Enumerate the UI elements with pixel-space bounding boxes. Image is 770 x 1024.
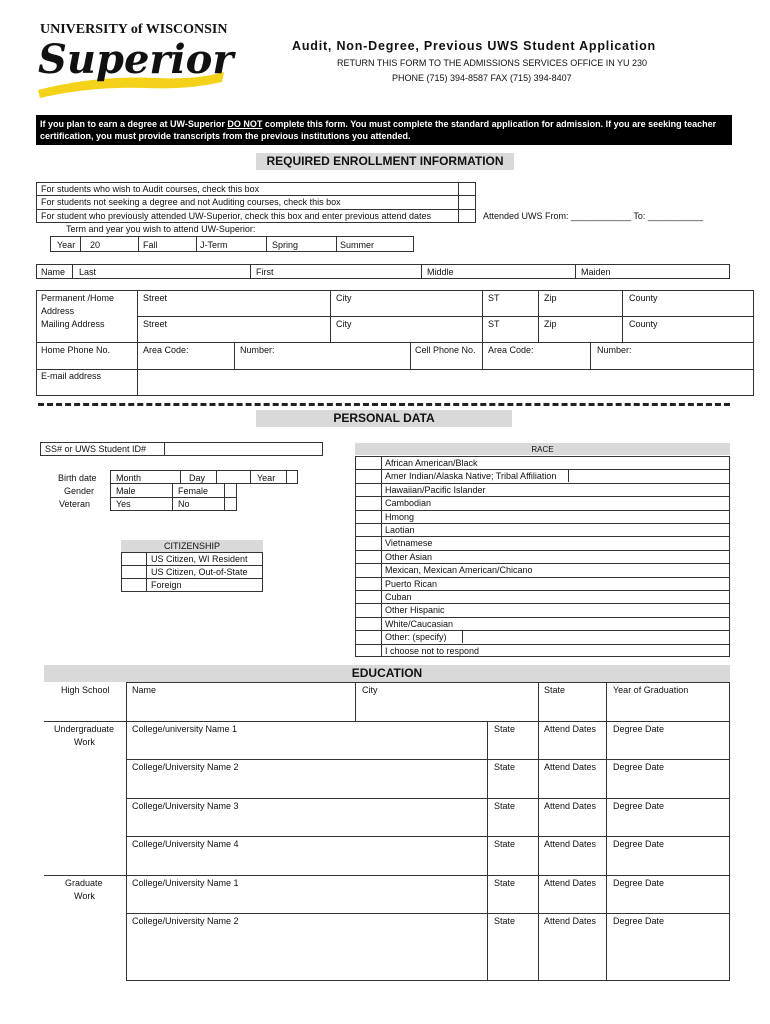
term-summer[interactable]: Summer — [340, 240, 375, 250]
high-school-label: High School — [61, 685, 110, 695]
veteran-yes-option[interactable]: Yes — [116, 499, 131, 509]
email-label: E-mail address — [41, 371, 102, 381]
race-option[interactable]: Amer Indian/Alaska Native; Tribal Affiliation — [385, 471, 557, 481]
degree-date-field[interactable]: Degree Date — [613, 878, 665, 888]
day-field[interactable]: Day — [189, 473, 206, 483]
veteran-label: Veteran — [59, 499, 91, 509]
mailing-label: Mailing Address — [41, 319, 105, 329]
section-divider — [38, 403, 730, 406]
return-line: RETURN THIS FORM TO THE ADMISSIONS SERVICES OFFICE IN YU 230 — [337, 58, 648, 68]
college-state-field[interactable]: State — [494, 839, 516, 849]
personal-heading: PERSONAL DATA — [256, 410, 512, 427]
college-name-field[interactable]: College/University Name 2 — [132, 762, 239, 772]
perm-street-field[interactable]: Street — [143, 293, 168, 303]
graduate-label-2: Work — [74, 891, 95, 901]
mail-zip-field[interactable]: Zip — [544, 319, 557, 329]
college-name-field[interactable]: College/University Name 2 — [132, 916, 239, 926]
citizenship-foreign[interactable]: Foreign — [151, 580, 182, 590]
race-option[interactable]: Other Asian — [385, 552, 433, 562]
college-name-field[interactable]: College/University Name 4 — [132, 839, 239, 849]
notice-emph: DO NOT — [227, 119, 263, 129]
mail-street-field[interactable]: Street — [143, 319, 168, 329]
nondegree-row: For students not seeking a degree and not Auditing courses, check this box — [41, 197, 341, 207]
race-option[interactable]: Puerto Rican — [385, 579, 438, 589]
male-option[interactable]: Male — [116, 486, 136, 496]
degree-date-field[interactable]: Degree Date — [613, 762, 665, 772]
term-jterm[interactable]: J-Term — [200, 240, 228, 250]
college-state-field[interactable]: State — [494, 878, 516, 888]
hs-city-field[interactable]: City — [362, 685, 378, 695]
previous-row: For student who previously attended UW-Superior, check this box and enter previous attend dates — [41, 211, 432, 221]
university-logo — [36, 20, 234, 100]
term-fall[interactable]: Fall — [143, 240, 158, 250]
permanent-label-2: Address — [41, 306, 75, 316]
undergrad-label-2: Work — [74, 737, 95, 747]
home-area-code-field[interactable]: Area Code: — [143, 345, 189, 355]
race-option[interactable]: White/Caucasian — [385, 619, 454, 629]
nondegree-checkbox[interactable] — [459, 196, 475, 209]
hs-grad-year-field[interactable]: Year of Graduation — [613, 685, 689, 695]
college-state-field[interactable]: State — [494, 724, 516, 734]
race-option[interactable]: Laotian — [385, 525, 415, 535]
phone-line: PHONE (715) 394-8587 FAX (715) 394-8407 — [392, 73, 572, 83]
notice-pre: If you plan to earn a degree at UW-Superior — [40, 119, 228, 129]
race-option[interactable]: Hawaiian/Pacific Islander — [385, 485, 486, 495]
attend-dates-field[interactable]: Attend Dates — [544, 839, 597, 849]
degree-date-field[interactable]: Degree Date — [613, 724, 665, 734]
audit-row: For students who wish to Audit courses, check this box — [41, 184, 260, 194]
degree-date-field[interactable]: Degree Date — [613, 839, 665, 849]
citizenship-wi[interactable]: US Citizen, WI Resident — [151, 554, 248, 564]
degree-date-field[interactable]: Degree Date — [613, 916, 665, 926]
race-option[interactable]: Other: (specify) — [385, 632, 447, 642]
term-year-label: Year — [57, 240, 76, 250]
hs-state-field[interactable]: State — [544, 685, 566, 695]
home-phone-label: Home Phone No. — [41, 345, 111, 355]
enrollment-heading: REQUIRED ENROLLMENT INFORMATION — [256, 153, 514, 170]
attend-dates-field[interactable]: Attend Dates — [544, 724, 597, 734]
race-heading: RACE — [355, 443, 730, 455]
perm-city-field[interactable]: City — [336, 293, 352, 303]
previous-checkbox[interactable] — [459, 210, 475, 222]
attended-from-field[interactable]: Attended UWS From: ____________ To: ___________ — [483, 211, 703, 221]
notice-post2: certification, you must provide transcripts from the previous institutions you attended. — [40, 131, 411, 141]
race-option[interactable]: Mexican, Mexican American/Chicano — [385, 565, 533, 575]
university-line: UNIVERSITY of WISCONSIN — [40, 22, 228, 37]
name-label: Name — [41, 267, 66, 277]
race-option[interactable]: Cambodian — [385, 498, 432, 508]
college-state-field[interactable]: State — [494, 916, 516, 926]
college-state-field[interactable]: State — [494, 801, 516, 811]
graduate-label-1: Graduate — [65, 878, 103, 888]
mail-county-field[interactable]: County — [629, 319, 658, 329]
college-name-field[interactable]: College/University Name 3 — [132, 801, 239, 811]
term-spring[interactable]: Spring — [272, 240, 299, 250]
perm-county-field[interactable]: County — [629, 293, 658, 303]
mail-city-field[interactable]: City — [336, 319, 352, 329]
veteran-no-option[interactable]: No — [178, 499, 190, 509]
female-option[interactable]: Female — [178, 486, 209, 496]
month-field[interactable]: Month — [116, 473, 142, 483]
citizenship-out-of-state[interactable]: US Citizen, Out-of-State — [151, 567, 248, 577]
name-row — [36, 264, 730, 279]
notice-post1: complete this form. You must complete the standard application for admission. If you are seeking teacher — [262, 119, 717, 129]
notice-box — [36, 115, 732, 145]
education-heading: EDUCATION — [44, 665, 730, 682]
last-name-field[interactable]: Last — [79, 267, 97, 277]
perm-zip-field[interactable]: Zip — [544, 293, 557, 303]
ssn-label: SS# or UWS Student ID# — [45, 444, 147, 454]
cell-phone-label: Cell Phone No. — [415, 345, 476, 355]
form-title: Audit, Non-Degree, Previous UWS Student Application — [292, 39, 656, 53]
race-option[interactable]: I choose not to respond — [385, 646, 480, 656]
perm-state-field[interactable]: ST — [488, 293, 500, 303]
term-year-field[interactable]: 20 — [90, 240, 101, 250]
gender-label: Gender — [64, 486, 95, 496]
college-name-field[interactable]: College/university Name 1 — [132, 724, 238, 734]
attend-dates-field[interactable]: Attend Dates — [544, 878, 597, 888]
birth-date-label: Birth date — [58, 473, 97, 483]
home-number-field[interactable]: Number: — [240, 345, 275, 355]
cell-area-code-field[interactable]: Area Code: — [488, 345, 534, 355]
degree-date-field[interactable]: Degree Date — [613, 801, 665, 811]
year-field[interactable]: Year — [257, 473, 276, 483]
race-option[interactable]: Hmong — [385, 512, 415, 522]
cell-number-field[interactable]: Number: — [597, 345, 632, 355]
term-prompt: Term and year you wish to attend UW-Superior: — [66, 224, 256, 234]
hs-name-field[interactable]: Name — [132, 685, 157, 695]
race-option[interactable]: African American/Black — [385, 458, 478, 468]
race-option[interactable]: Cuban — [385, 592, 412, 602]
first-name-field[interactable]: First — [256, 267, 274, 277]
attend-dates-field[interactable]: Attend Dates — [544, 916, 597, 926]
email-field[interactable] — [138, 370, 753, 395]
citizenship-heading: CITIZENSHIP — [121, 540, 263, 552]
college-name-field[interactable]: College/University Name 1 — [132, 878, 239, 888]
permanent-label-1: Permanent /Home — [41, 293, 115, 303]
undergrad-label-1: Undergraduate — [54, 724, 115, 734]
mail-state-field[interactable]: ST — [488, 319, 500, 329]
maiden-name-field[interactable]: Maiden — [581, 267, 611, 277]
logo-word: Superior — [38, 36, 234, 83]
college-state-field[interactable]: State — [494, 762, 516, 772]
audit-checkbox[interactable] — [459, 183, 475, 195]
attend-dates-field[interactable]: Attend Dates — [544, 801, 597, 811]
race-option[interactable]: Other Hispanic — [385, 605, 445, 615]
race-option[interactable]: Vietnamese — [385, 538, 433, 548]
middle-name-field[interactable]: Middle — [427, 267, 454, 277]
attend-dates-field[interactable]: Attend Dates — [544, 762, 597, 772]
